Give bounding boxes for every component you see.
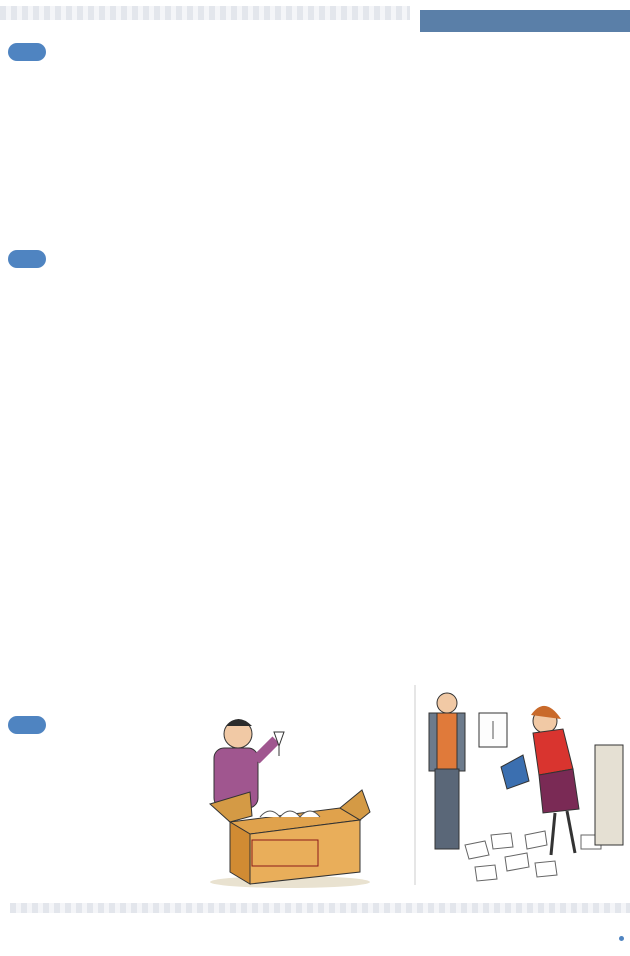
footer-dot-icon bbox=[619, 936, 624, 941]
section-3-badge bbox=[8, 716, 46, 734]
section-2-header bbox=[8, 250, 60, 268]
section-3-header bbox=[8, 716, 60, 734]
office-papers-illustration bbox=[405, 685, 625, 890]
decorative-top-strip bbox=[0, 6, 410, 20]
section-1-badge bbox=[8, 43, 46, 61]
decorative-bottom-strip bbox=[10, 903, 630, 913]
section-2-badge bbox=[8, 250, 46, 268]
activites-banner bbox=[420, 10, 630, 32]
page-footer bbox=[613, 936, 630, 941]
moving-box-illustration bbox=[190, 712, 390, 892]
section-1-header bbox=[8, 43, 60, 61]
